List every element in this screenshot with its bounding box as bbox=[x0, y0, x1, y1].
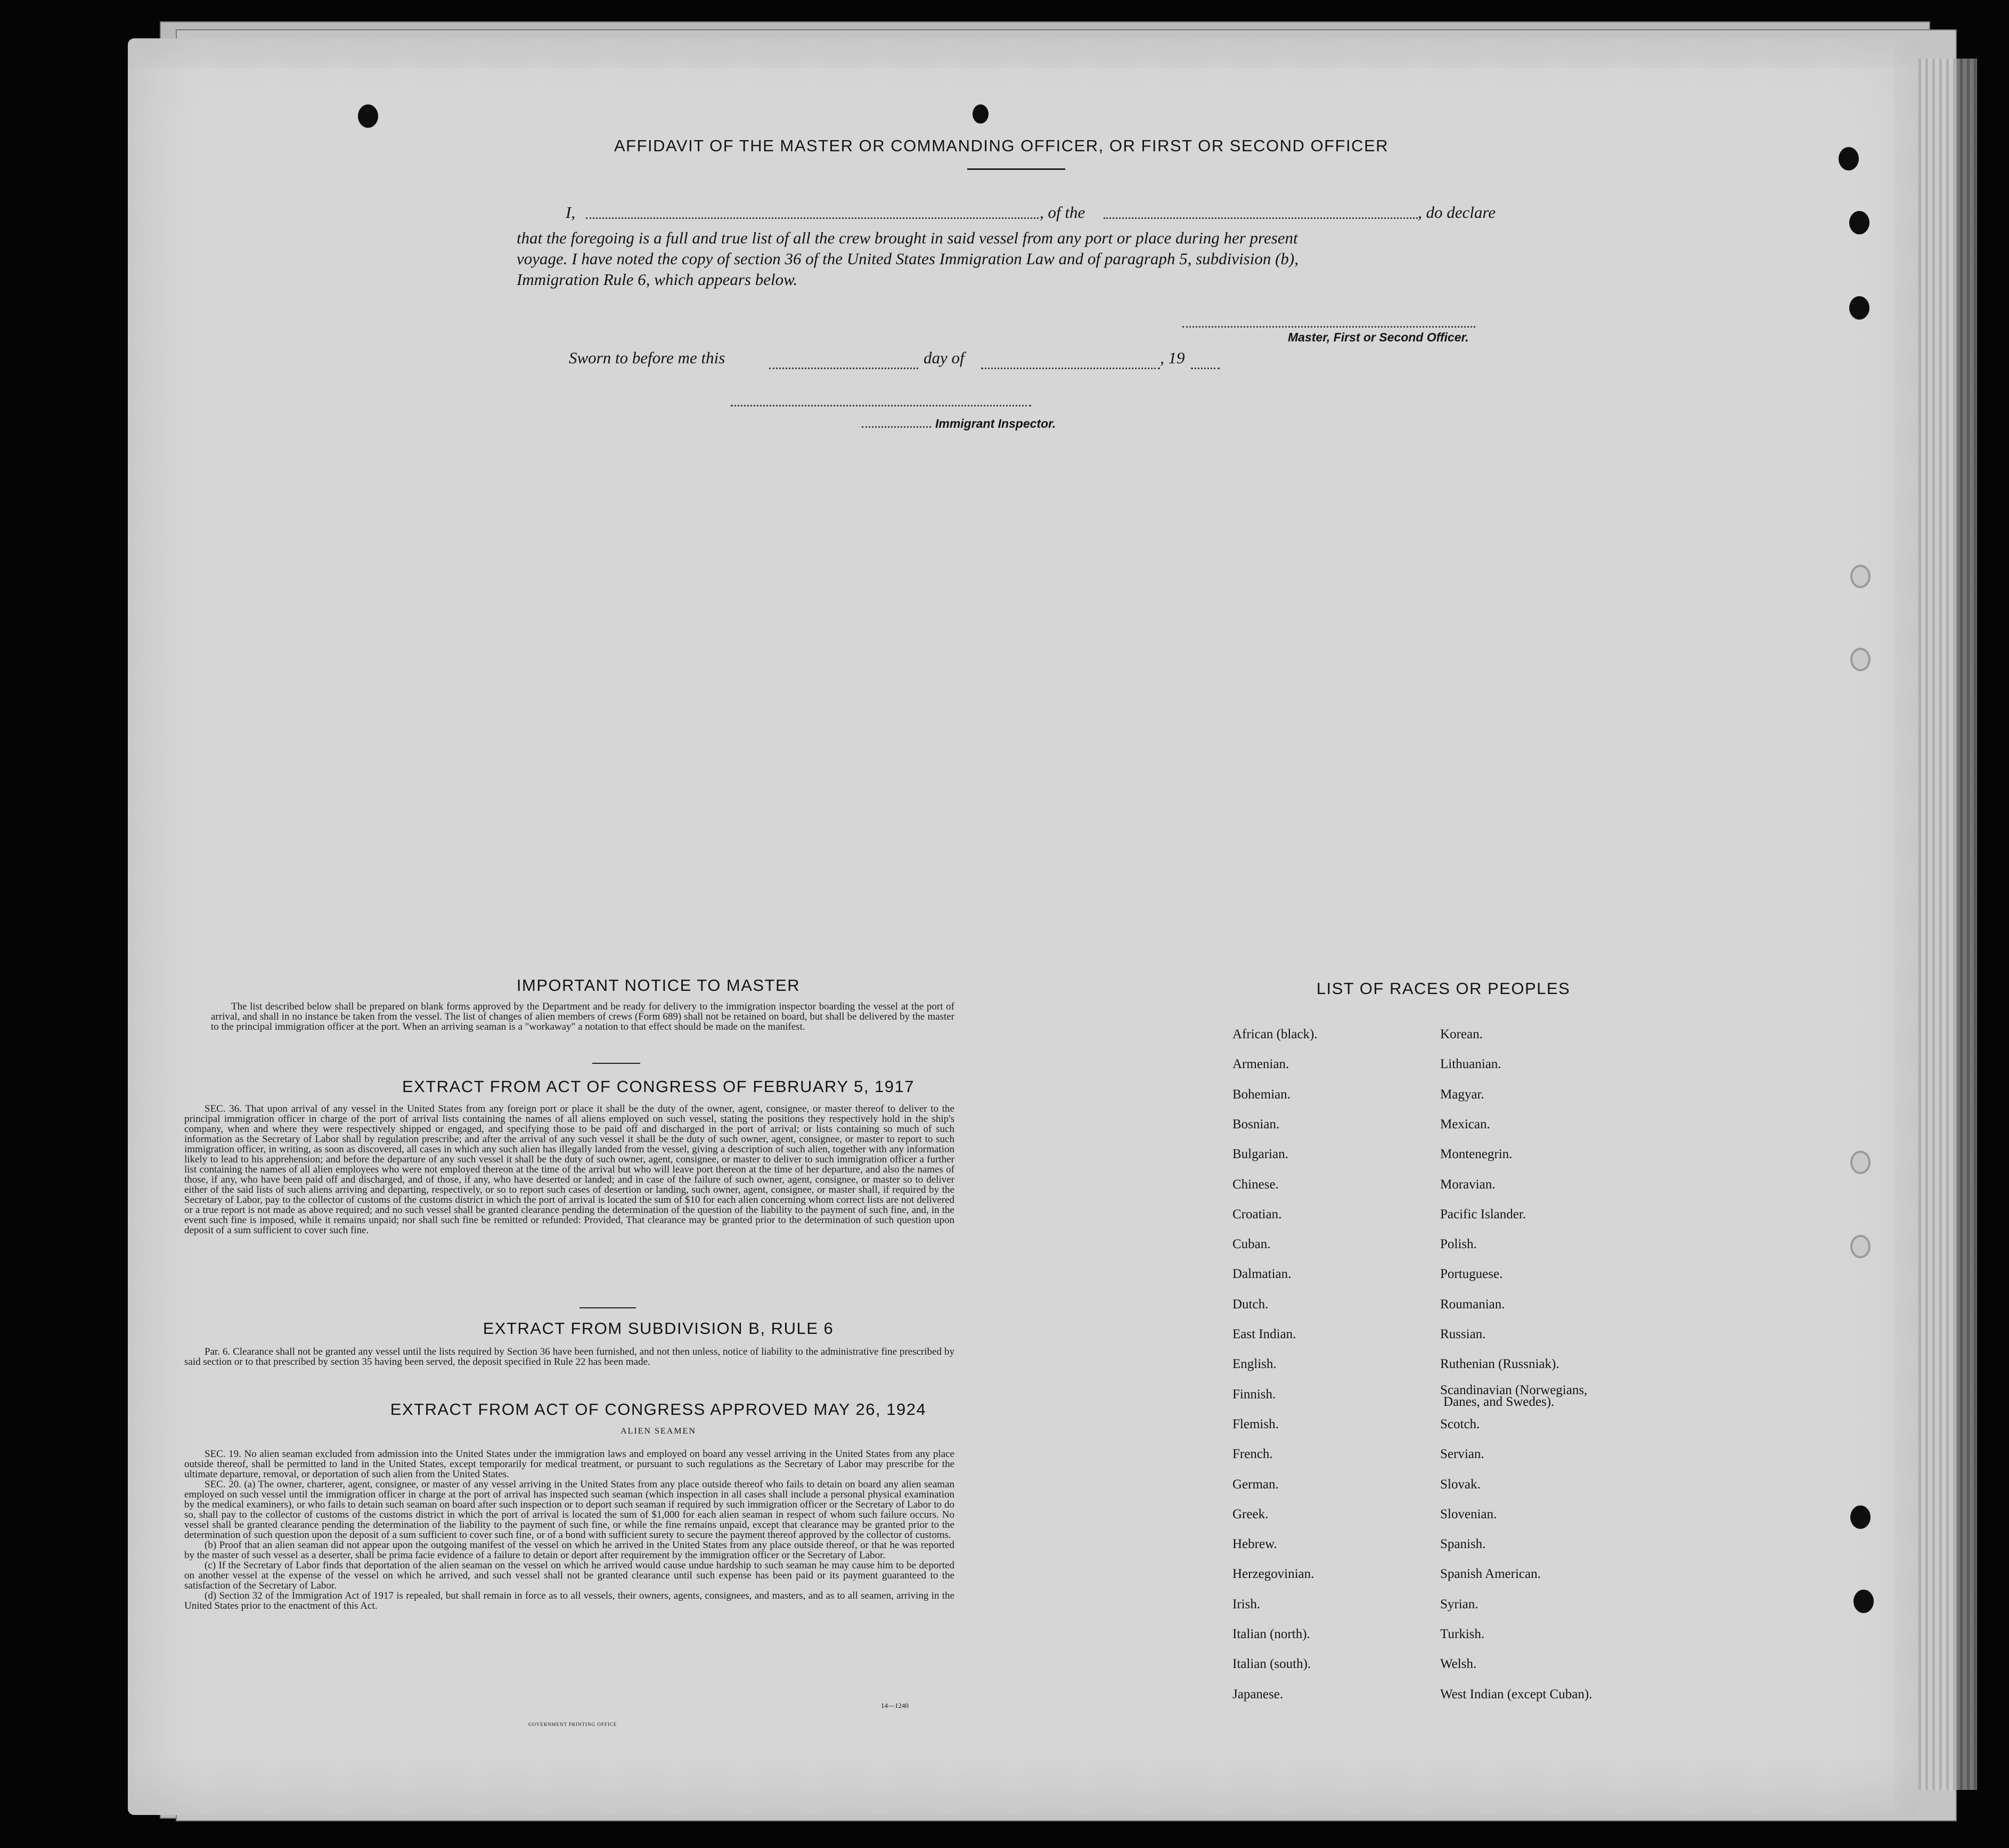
punch-hole bbox=[1849, 296, 1869, 320]
race-item: Croatian. bbox=[1232, 1207, 1282, 1222]
section-19: SEC. 19. No alien seaman excluded from admission into the United States under the immigration laws and employed on board any vessel arriving in the United States from any place outside thereof, shall be permitted to land in the United States, except temporarily for medical treatment, or pursuant to such regulations as the Secretary of Labor may prescribe for the ultimate departure, removal, or deportation of such alien from the United States. bbox=[184, 1448, 954, 1480]
page-edge-stack bbox=[1918, 59, 1977, 1790]
race-item: Slovenian. bbox=[1440, 1507, 1497, 1521]
master-signature-field[interactable] bbox=[1182, 326, 1475, 328]
master-signature-label: Master, First or Second Officer. bbox=[1288, 330, 1469, 344]
race-item: Finnish. bbox=[1232, 1387, 1276, 1402]
race-item: Polish. bbox=[1440, 1237, 1477, 1252]
race-item: Slovak. bbox=[1440, 1477, 1481, 1492]
declaration-line: Immigration Rule 6, which appears below. bbox=[517, 270, 798, 289]
race-item: Dalmatian. bbox=[1232, 1267, 1292, 1282]
inspector-label: Immigrant Inspector. bbox=[935, 417, 1056, 430]
race-item: Spanish. bbox=[1440, 1537, 1486, 1552]
punch-hole bbox=[1849, 211, 1869, 234]
race-item: Bulgarian. bbox=[1232, 1147, 1288, 1162]
race-item: Portuguese. bbox=[1440, 1267, 1503, 1282]
declarant-name-field[interactable] bbox=[586, 217, 1039, 219]
race-item: Korean. bbox=[1440, 1027, 1483, 1041]
race-item: East Indian. bbox=[1232, 1327, 1296, 1341]
races-title: LIST OF RACES OR PEOPLES bbox=[1316, 979, 1571, 998]
race-item: West Indian (except Cuban). bbox=[1440, 1687, 1592, 1702]
race-item: Syrian. bbox=[1440, 1597, 1479, 1611]
race-item: Armenian. bbox=[1232, 1057, 1289, 1072]
punch-hole bbox=[1853, 1590, 1874, 1613]
race-item: Bosnian. bbox=[1232, 1117, 1280, 1131]
race-item: Scandinavian (Norwegians, bbox=[1440, 1382, 1588, 1397]
printer-imprint: GOVERNMENT PRINTING OFFICE bbox=[528, 1722, 617, 1727]
race-item: Turkish. bbox=[1440, 1627, 1485, 1641]
sworn-label: Sworn to before me this bbox=[569, 348, 725, 367]
punch-hole bbox=[1850, 1505, 1871, 1529]
punch-hole bbox=[1839, 147, 1859, 170]
notice-text: The list described below shall be prepared on blank forms approved by the Department and be ready for delivery to the immigration inspector boarding the vessel at the port of arrival, and shall in no instance be taken from the vessel. The list of changes of alien members of crews (Form 689) shall not be retained on board, but shall be delivered by the master to the principal immigration officer at the port. When an arriving seaman is a "workaway" a notation to that effect should be made on the manifest. bbox=[211, 1001, 954, 1032]
race-item: Italian (north). bbox=[1232, 1627, 1310, 1641]
rule6-title: EXTRACT FROM SUBDIVISION B, RULE 6 bbox=[483, 1319, 834, 1338]
race-item: African (black). bbox=[1232, 1027, 1318, 1041]
notice-title: IMPORTANT NOTICE TO MASTER bbox=[516, 976, 801, 995]
year-label: , 19 bbox=[1160, 348, 1185, 367]
race-item: Servian. bbox=[1440, 1447, 1484, 1462]
of-the-label: , of the bbox=[1040, 203, 1085, 222]
form-number: 14—1240 bbox=[881, 1702, 909, 1709]
ring-hole bbox=[1850, 648, 1871, 671]
section-20d: (d) Section 32 of the Immigration Act of 1917 is repealed, but shall remain in force as to all vessels, their owners, agents, consignees, and masters, and as to all seamen, arriving in the United States prior to the enactment of this Act. bbox=[184, 1590, 954, 1611]
race-item: German. bbox=[1232, 1477, 1279, 1492]
declaration-line: that the foregoing is a full and true list of all the crew brought in said vessel from any port or place during her present bbox=[517, 229, 1298, 247]
day-of-label: day of bbox=[924, 348, 965, 367]
race-item: French. bbox=[1232, 1447, 1273, 1462]
extract-1924-text bbox=[184, 1449, 954, 1611]
race-item: Lithuanian. bbox=[1440, 1057, 1501, 1072]
divider bbox=[579, 1307, 636, 1308]
race-item: Cuban. bbox=[1232, 1237, 1271, 1252]
extract-1917-text: SEC. 36. That upon arrival of any vessel in the United States from any foreign port or place it shall be the duty of the owner, agent, consignee, or master thereof to deliver to the principal immigration officer in charge of the port of arrival lists containing the names of all aliens employed on such vessel, stating the positions they respectively hold in the ship's company, when and where they were respectively shipped or engaged, and specifying those to be paid off and discharged in the port of arrival; or lists containing so much of such information as the Secretary of Labor shall by regulation prescribe; and after the arrival of any such vessel it shall be the duty of such owner, agent, consignee, or master to report to such immigration officer, in writing, as soon as discovered, all cases in which any such alien has illegally landed from the vessel, giving a description of such alien, together with any information likely to lead to his apprehension; and before the departure of any such vessel it shall be the duty of such owner, agent, consignee, or master to deliver to such immigration officer a further list containing the names of all alien employees who were not employed thereon at the time of the arrival but who will leave port thereon at the time of her departure, and also the names of those, if any, who have been paid off and discharged, and of those, if any, who have deserted or landed; and in case of the failure of such owner, agent, consignee, or master so to deliver either of the said lists of such aliens arriving and departing, respectively, or so to report such cases of desertion or landing, such owner, agent, consignee, or master shall, if required by the Secretary of Labor, pay to the collector of customs of the customs district in which the port of arrival is located the sum of $10 for each alien concerning whom correct lists are not delivered or a true report is not made as above required; and no such vessel shall be granted clearance pending the determination of the question of the liability to the payment of such fine, and, in the event such fine is imposed, while it remains unpaid; nor shall such fine be remitted or refunded: Provided, That clearance may be granted prior to the determination of such question upon deposit of a sum sufficient to cover such fine. bbox=[184, 1103, 954, 1236]
extract-1917-title: EXTRACT FROM ACT OF CONGRESS OF FEBRUARY 5, 1917 bbox=[402, 1077, 915, 1096]
race-item: Montenegrin. bbox=[1440, 1147, 1513, 1162]
alien-seamen-subtitle: ALIEN SEAMEN bbox=[620, 1427, 696, 1436]
race-item: Moravian. bbox=[1440, 1177, 1496, 1192]
rule6-text: Par. 6. Clearance shall not be granted any vessel until the lists required by Section 36 have been furnished, and not then unless, notice of liability to the administrative fine prescribed by said section or to that prescribed by section 35 having been served, the deposit specified in Rule 22 has been made. bbox=[184, 1346, 954, 1367]
sworn-day-field[interactable] bbox=[769, 368, 918, 369]
declaration-line: voyage. I have noted the copy of section 36 of the United States Immigration Law and of paragraph 5, subdivision (b), bbox=[517, 249, 1298, 268]
race-item: Spanish American. bbox=[1440, 1567, 1541, 1582]
vessel-name-field[interactable] bbox=[1104, 217, 1418, 219]
affidavit-title: AFFIDAVIT OF THE MASTER OR COMMANDING OFFICER, OR FIRST OR SECOND OFFICER bbox=[614, 136, 1389, 155]
ring-hole bbox=[1850, 1151, 1871, 1174]
race-item: Italian (south). bbox=[1232, 1657, 1311, 1672]
race-item: Scotch. bbox=[1440, 1416, 1480, 1431]
punch-hole bbox=[973, 104, 989, 124]
do-declare-label: , do declare bbox=[1418, 203, 1496, 222]
race-item: Magyar. bbox=[1440, 1087, 1484, 1102]
ring-hole bbox=[1850, 1235, 1871, 1258]
inspector-signature-field[interactable] bbox=[731, 405, 1031, 406]
race-item: Russian. bbox=[1440, 1327, 1486, 1341]
race-item-continuation: Danes, and Swedes). bbox=[1443, 1395, 1555, 1409]
punch-hole bbox=[358, 104, 378, 128]
section-20b: (b) Proof that an alien seaman did not appear upon the outgoing manifest of the vessel on which he arrived in the United States from any place outside thereof, or that he was reported by the master of such vessel as a deserter, shall be prima facie evidence of a failure to detain or deport after requirement by the immigration officer or the Secretary of Labor. bbox=[184, 1540, 954, 1561]
race-item: Chinese. bbox=[1232, 1177, 1279, 1192]
divider bbox=[967, 168, 1065, 170]
race-item: Mexican. bbox=[1440, 1117, 1490, 1131]
race-item: Welsh. bbox=[1440, 1657, 1477, 1672]
race-item: Greek. bbox=[1232, 1507, 1269, 1521]
race-item: Hebrew. bbox=[1232, 1537, 1277, 1552]
race-item: Roumanian. bbox=[1440, 1297, 1505, 1312]
race-item: Bohemian. bbox=[1232, 1087, 1291, 1102]
race-item: Irish. bbox=[1232, 1597, 1261, 1611]
sworn-month-field[interactable] bbox=[981, 368, 1160, 369]
declaration-text bbox=[517, 227, 1518, 290]
race-item: Dutch. bbox=[1232, 1297, 1269, 1312]
sworn-year-field[interactable] bbox=[1191, 368, 1220, 369]
section-20a: SEC. 20. (a) The owner, charterer, agent, consignee, or master of any vessel arriving in the United States from any place outside thereof who fails to detain on board any alien seaman employed on such vessel until the immigration officer in charge at the port of arrival has inspected such seaman (which inspection in all cases shall include a personal physical examination by the medical examiners), or who fails to detain such seaman on board after such inspection or to deport such seaman if required by such immigration officer or the Secretary of Labor to do so, shall pay to the collector of customs of the customs district in which the port of arrival is located the sum of $1,000 for each alien seaman in respect of whom such failure occurs. No vessel shall be granted clearance pending the determination of the liability to the payment of such fine, or while the fine remains unpaid, except that clearance may be granted prior to the determination of such question upon the deposit of a sum sufficient to cover such fine, or of a bond with sufficient surety to secure the payment thereof approved by the collector of customs. bbox=[184, 1479, 954, 1541]
race-item: Flemish. bbox=[1232, 1416, 1279, 1431]
ring-hole bbox=[1850, 565, 1871, 588]
race-item: Ruthenian (Russniak). bbox=[1440, 1357, 1559, 1372]
section-20c: (c) If the Secretary of Labor finds that deportation of the alien seaman on the vessel on which he arrived would cause undue hardship to such seaman he may cause him to be deported on another vessel at the expense of the vessel on which he arrived, and such vessel shall not be granted clearance until such expense has been paid or its payment guaranteed to the satisfaction of the Secretary of Labor. bbox=[184, 1560, 954, 1591]
inspector-signature-field[interactable] bbox=[862, 426, 931, 428]
race-item: Pacific Islander. bbox=[1440, 1207, 1526, 1222]
extract-1924-title: EXTRACT FROM ACT OF CONGRESS APPROVED MAY 26, 1924 bbox=[390, 1400, 927, 1419]
race-item: Japanese. bbox=[1232, 1687, 1284, 1702]
divider bbox=[592, 1063, 640, 1064]
declarant-prefix: I, bbox=[566, 203, 576, 222]
race-item: English. bbox=[1232, 1357, 1277, 1372]
race-item: Herzegovinian. bbox=[1232, 1567, 1314, 1582]
